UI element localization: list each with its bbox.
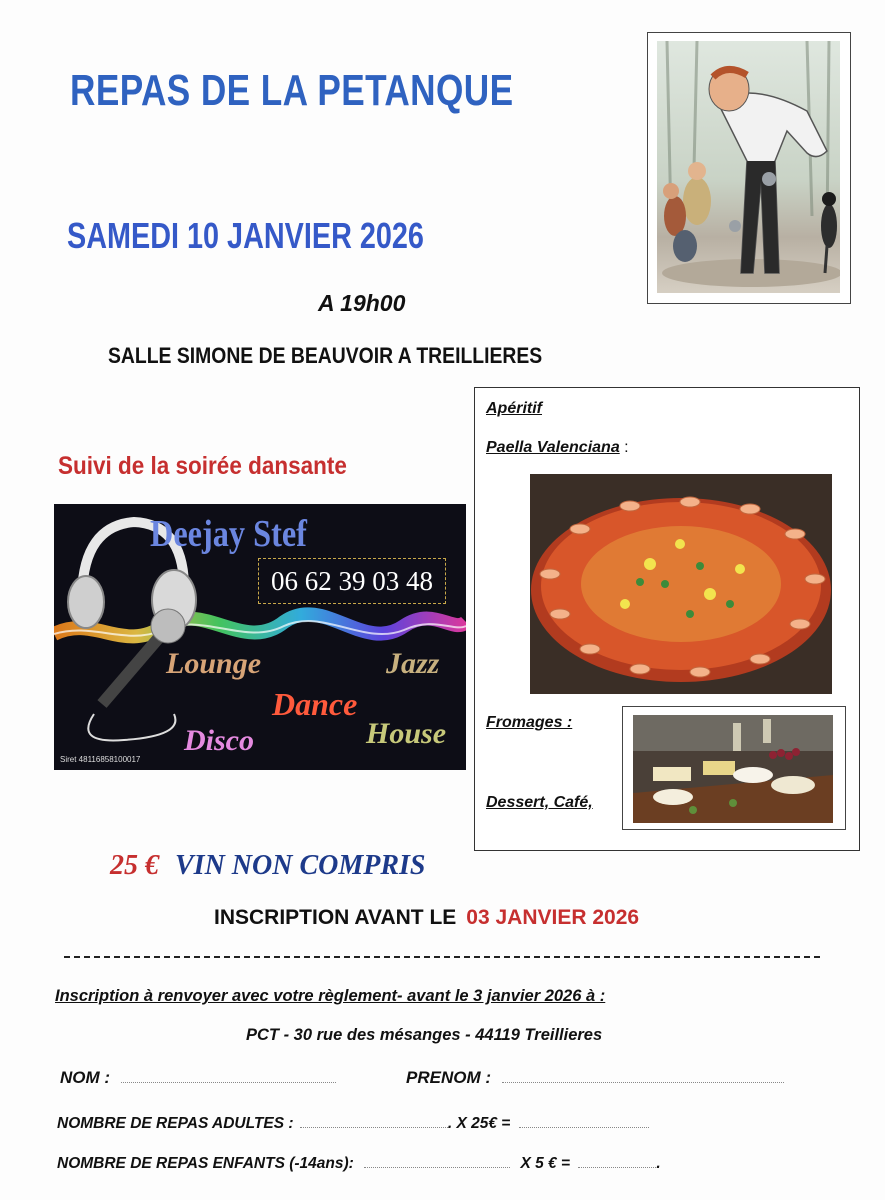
cheese-photo: [633, 715, 833, 823]
style-house: House: [366, 717, 447, 750]
style-lounge: Lounge: [166, 647, 262, 680]
event-date: SAMEDI 10 JANVIER 2026: [67, 215, 424, 256]
menu-cheese: Fromages :: [486, 714, 573, 731]
event-title: REPAS DE LA PETANQUE: [70, 66, 514, 115]
dj-siret: Siret 48116858100017: [60, 755, 141, 764]
dj-name: Deejay Stef: [150, 513, 307, 555]
cut-line: [64, 956, 820, 958]
menu-aperitif: Apéritif: [486, 400, 542, 417]
form-instruction: Inscription à renvoyer avec votre règlement- avant le 3 janvier 2026 à :: [55, 987, 606, 1005]
style-dance: Dance: [272, 686, 358, 722]
prenom-field[interactable]: [502, 1070, 784, 1083]
nom-row: [60, 1068, 336, 1088]
nom-field[interactable]: [121, 1070, 336, 1083]
deadline-line: [214, 906, 639, 930]
children-row: [57, 1155, 661, 1173]
deadline-label: INSCRIPTION AVANT LE: [214, 906, 457, 929]
event-venue: SALLE SIMONE DE BEAUVOIR A TREILLIERES: [108, 343, 543, 368]
menu-dessert: Dessert, Café,: [486, 794, 593, 811]
event-time: A 19h00: [318, 290, 406, 316]
form-address: PCT - 30 rue des mésanges - 44119 Treillieres: [246, 1026, 603, 1044]
adults-price: . X 25€ =: [447, 1115, 511, 1132]
children-price: X 5 € =: [520, 1155, 571, 1172]
prenom-row: [406, 1068, 784, 1088]
adults-total-field[interactable]: [519, 1115, 649, 1128]
children-total-field[interactable]: [578, 1155, 656, 1168]
menu-box: [474, 387, 860, 851]
price-line: [110, 850, 426, 882]
paella-photo: [530, 474, 832, 694]
cheese-photo-frame: [622, 706, 846, 830]
children-label: NOMBRE DE REPAS ENFANTS (-14ans):: [57, 1155, 354, 1172]
dj-card: [54, 504, 466, 770]
menu-main: Paella Valenciana :: [486, 439, 629, 456]
wine-note: VIN NON COMPRIS: [175, 850, 426, 881]
prenom-label: PRENOM :: [406, 1068, 491, 1087]
style-jazz: Jazz: [386, 647, 440, 680]
petanque-illustration: [657, 41, 840, 293]
dj-phone: 06 62 39 03 48: [258, 558, 446, 604]
adults-row: [57, 1115, 649, 1133]
adults-label: NOMBRE DE REPAS ADULTES :: [57, 1115, 294, 1132]
style-disco: Disco: [184, 724, 254, 757]
children-count-field[interactable]: [364, 1155, 510, 1168]
deadline-date: 03 JANVIER 2026: [466, 906, 640, 929]
children-end: .: [656, 1155, 661, 1172]
price: 25 €: [110, 850, 159, 881]
petanque-illustration-frame: [647, 32, 851, 304]
dance-subtitle: Suivi de la soirée dansante: [58, 452, 347, 480]
adults-count-field[interactable]: [300, 1115, 448, 1128]
nom-label: NOM :: [60, 1068, 111, 1087]
